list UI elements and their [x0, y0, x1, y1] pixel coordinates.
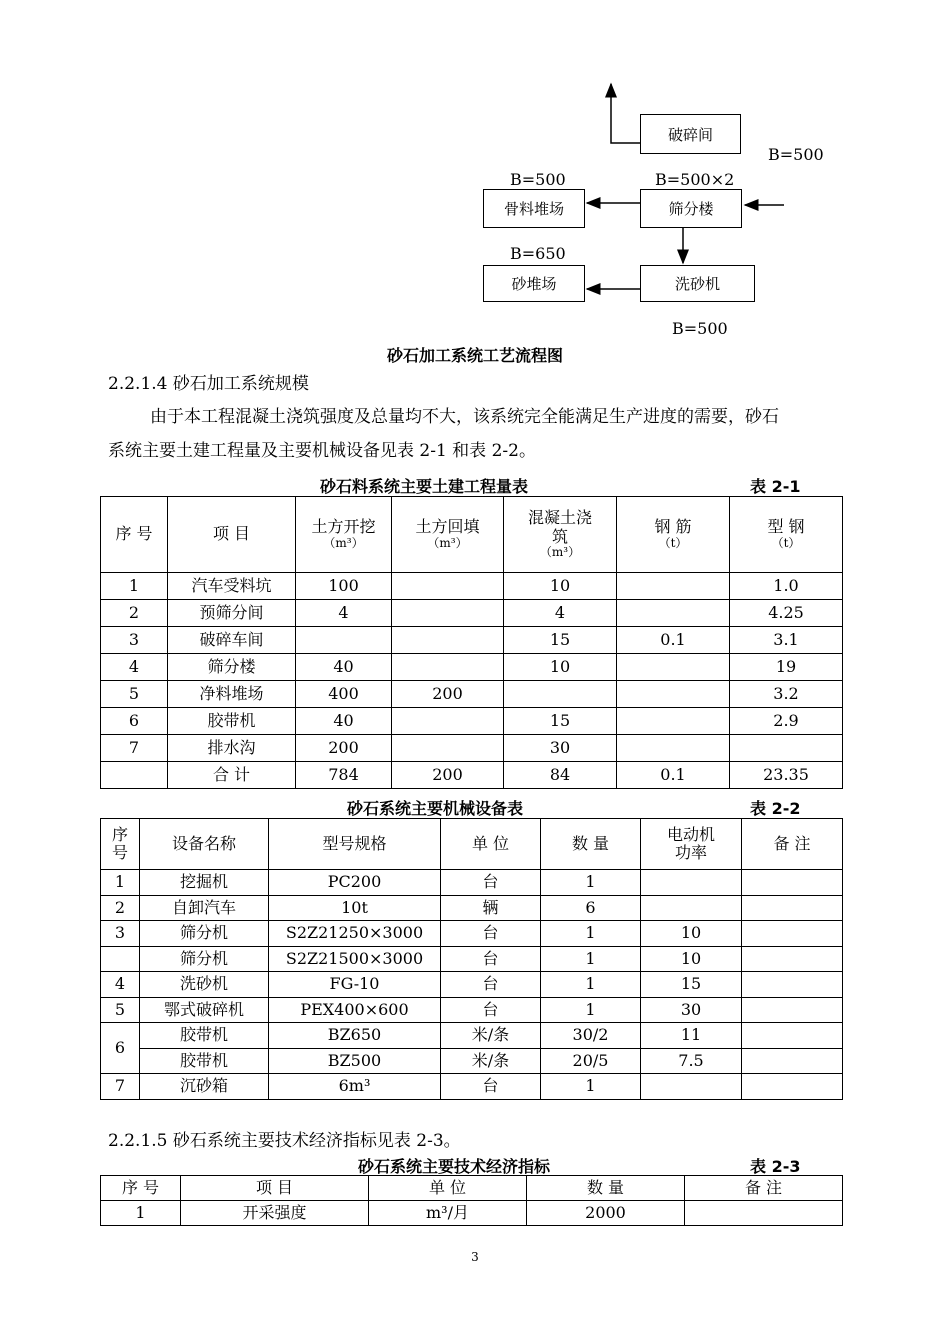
label-b500-top: B=500	[768, 145, 824, 164]
table2-cell: 7	[101, 1074, 140, 1100]
table1-cell	[101, 762, 168, 789]
table2-cell: 15	[641, 972, 742, 998]
table2-cell: 洗砂机	[140, 972, 269, 998]
flow-caption: 砂石加工系统工艺流程图	[386, 346, 563, 365]
table2-cell: 胶带机	[140, 1048, 269, 1074]
th-excavation: 土方开挖 （m³）	[296, 497, 392, 573]
table1-cell: 400	[296, 681, 392, 708]
table1-cell: 10	[504, 573, 617, 600]
table1-cell	[392, 627, 504, 654]
table1-cell	[617, 654, 730, 681]
table3-cell: 2000	[527, 1201, 685, 1226]
table1-cell: 3	[101, 627, 168, 654]
table1-row	[101, 654, 843, 681]
table1-cell	[296, 627, 392, 654]
table1-row	[101, 573, 843, 600]
table2-cell: 胶带机	[140, 1023, 269, 1049]
table1-cell	[617, 681, 730, 708]
table3-cell	[685, 1201, 843, 1226]
table1-cell	[392, 654, 504, 681]
table2-cell: 米/条	[441, 1048, 541, 1074]
node-screening-building: 筛分楼	[640, 189, 742, 228]
table2-cell: FG-10	[269, 972, 441, 998]
table-tech-econ	[100, 1175, 843, 1226]
table3-cell: 开采强度	[181, 1201, 369, 1226]
table2-cell: 1	[541, 997, 641, 1023]
table1-cell: 19	[730, 654, 843, 681]
table1-cell: 200	[392, 762, 504, 789]
table2-cell: 自卸汽车	[140, 895, 269, 921]
label-b650: B=650	[510, 244, 566, 263]
table2-cell: 挖掘机	[140, 870, 269, 896]
table2-cell: S2Z21500×3000	[269, 946, 441, 972]
label-b500x2: B=500×2	[655, 170, 735, 189]
table2-cell: 1	[541, 946, 641, 972]
table2-cell: 7.5	[641, 1048, 742, 1074]
table1-cell: 30	[504, 735, 617, 762]
table2-cell: 台	[441, 870, 541, 896]
table1-cell: 2	[101, 600, 168, 627]
node-aggregate-stockpile: 骨料堆场	[483, 189, 585, 228]
table2-cell: 1	[541, 972, 641, 998]
table1-cell	[504, 681, 617, 708]
table2-cell: 1	[541, 921, 641, 947]
table2-cell: 6m³	[269, 1074, 441, 1100]
th2-unit: 单 位	[441, 819, 541, 870]
table1-cell	[392, 573, 504, 600]
table2-cell: 1	[541, 1074, 641, 1100]
table2-row	[101, 870, 843, 896]
table1-row	[101, 708, 843, 735]
table1-cell: 预筛分间	[168, 600, 296, 627]
table2-cell: PC200	[269, 870, 441, 896]
table2-cell: 台	[441, 1074, 541, 1100]
table1-cell: 200	[392, 681, 504, 708]
table1-cell	[730, 735, 843, 762]
table2-cell: 11	[641, 1023, 742, 1049]
table1-cell	[617, 573, 730, 600]
table1-cell: 6	[101, 708, 168, 735]
table2-row	[101, 997, 843, 1023]
table2-cell	[742, 1023, 843, 1049]
table2-cell	[742, 921, 843, 947]
table2-row	[101, 972, 843, 998]
th2-model: 型号规格	[269, 819, 441, 870]
table2-cell	[742, 997, 843, 1023]
table1-cell: 40	[296, 708, 392, 735]
table2-cell: 20/5	[541, 1048, 641, 1074]
table2-cell	[742, 1074, 843, 1100]
th-rebar: 钢 筋 （t）	[617, 497, 730, 573]
table1-cell: 100	[296, 573, 392, 600]
table2-cell: 筛分机	[140, 946, 269, 972]
table2-cell: 台	[441, 972, 541, 998]
table2-cell: 6	[101, 1023, 140, 1074]
th2-power: 电动机 功率	[641, 819, 742, 870]
table2-cell	[641, 1074, 742, 1100]
th3-unit: 单 位	[369, 1176, 527, 1201]
table1-cell: 排水沟	[168, 735, 296, 762]
table1-cell: 15	[504, 627, 617, 654]
table3-cell: 1	[101, 1201, 181, 1226]
paragraph-line-2: 系统主要土建工程量及主要机械设备见表 2-1 和表 2-2。	[108, 441, 536, 461]
table1-number: 表 2-1	[750, 477, 801, 496]
table2-cell: 3	[101, 921, 140, 947]
th3-note: 备 注	[685, 1176, 843, 1201]
table2-cell: S2Z21250×3000	[269, 921, 441, 947]
section-2215-heading: 2.2.1.5 砂石系统主要技术经济指标见表 2-3。	[108, 1131, 461, 1151]
table2-cell: 5	[101, 997, 140, 1023]
table1-cell: 1.0	[730, 573, 843, 600]
table1-row	[101, 600, 843, 627]
table1-cell: 4	[504, 600, 617, 627]
th3-item: 项 目	[181, 1176, 369, 1201]
table2-cell	[641, 870, 742, 896]
node-sand-yard: 砂堆场	[483, 265, 585, 302]
table-civil-quantities	[100, 496, 843, 789]
th-section-steel: 型 钢 （t）	[730, 497, 843, 573]
table1-cell: 4	[296, 600, 392, 627]
table1-cell	[392, 735, 504, 762]
section-2214-heading: 2.2.1.4 砂石加工系统规模	[108, 374, 309, 394]
table1-cell: 合 计	[168, 762, 296, 789]
table2-cell	[742, 972, 843, 998]
table2-cell	[742, 895, 843, 921]
table2-cell: 6	[541, 895, 641, 921]
arrow-crush-up	[611, 84, 640, 143]
th-item: 项 目	[168, 497, 296, 573]
table1-cell: 23.35	[730, 762, 843, 789]
flow-arrows	[0, 0, 950, 340]
node-crush-room: 破碎间	[640, 114, 741, 154]
table2-cell: BZ650	[269, 1023, 441, 1049]
table1-cell: 1	[101, 573, 168, 600]
table2-cell: 10t	[269, 895, 441, 921]
table2-cell: 台	[441, 921, 541, 947]
table1-cell: 15	[504, 708, 617, 735]
table2-cell: 沉砂箱	[140, 1074, 269, 1100]
table1-cell: 破碎车间	[168, 627, 296, 654]
table3-number: 表 2-3	[750, 1157, 801, 1176]
th-concrete: 混凝土浇 筑 （m³）	[504, 497, 617, 573]
table2-cell	[742, 870, 843, 896]
table1-cell: 胶带机	[168, 708, 296, 735]
table1-cell: 3.1	[730, 627, 843, 654]
node-sand-washer: 洗砂机	[640, 265, 755, 302]
table2-row	[101, 895, 843, 921]
table1-cell: 汽车受料坑	[168, 573, 296, 600]
table1-cell: 筛分楼	[168, 654, 296, 681]
table1-row	[101, 681, 843, 708]
table2-cell: 鄂式破碎机	[140, 997, 269, 1023]
table1-cell: 40	[296, 654, 392, 681]
table1-cell: 净料堆场	[168, 681, 296, 708]
table2-cell	[742, 1048, 843, 1074]
table1-cell	[392, 708, 504, 735]
table2-cell: 台	[441, 946, 541, 972]
th2-qty: 数 量	[541, 819, 641, 870]
table3-cell: m³/月	[369, 1201, 527, 1226]
table1-cell: 7	[101, 735, 168, 762]
paragraph-line-1: 由于本工程混凝土浇筑强度及总量均不大，该系统完全能满足生产进度的需要，砂石	[150, 407, 779, 427]
th3-qty: 数 量	[527, 1176, 685, 1201]
table2-row	[101, 946, 843, 972]
table2-cell: 米/条	[441, 1023, 541, 1049]
table2-row	[101, 921, 843, 947]
table2-cell: 10	[641, 921, 742, 947]
table1-row	[101, 762, 843, 789]
page-number: 3	[471, 1250, 479, 1264]
table2-cell: 2	[101, 895, 140, 921]
table2-cell	[742, 946, 843, 972]
table2-row	[101, 1048, 843, 1074]
table1-cell: 10	[504, 654, 617, 681]
table2-cell: 辆	[441, 895, 541, 921]
table2-cell: BZ500	[269, 1048, 441, 1074]
label-b500-left: B=500	[510, 170, 566, 189]
table2-title: 砂石系统主要机械设备表	[347, 799, 524, 818]
th2-note: 备 注	[742, 819, 843, 870]
table2-cell: 筛分机	[140, 921, 269, 947]
th2-seq: 序 号	[101, 819, 140, 870]
table2-cell: 台	[441, 997, 541, 1023]
table2-row	[101, 1074, 843, 1100]
table2-row	[101, 1023, 843, 1049]
label-b500-bottom: B=500	[672, 319, 728, 338]
table1-cell: 784	[296, 762, 392, 789]
table1-title: 砂石料系统主要土建工程量表	[320, 477, 529, 496]
table1-cell	[617, 600, 730, 627]
table2-cell	[641, 895, 742, 921]
table1-cell: 4.25	[730, 600, 843, 627]
table2-cell: 1	[101, 870, 140, 896]
table1-cell: 0.1	[617, 627, 730, 654]
table1-cell	[617, 708, 730, 735]
table1-cell: 0.1	[617, 762, 730, 789]
table1-row	[101, 735, 843, 762]
table2-cell: 1	[541, 870, 641, 896]
table1-cell	[392, 600, 504, 627]
th-seq: 序 号	[101, 497, 168, 573]
table1-row	[101, 627, 843, 654]
table2-cell: 30	[641, 997, 742, 1023]
table2-number: 表 2-2	[750, 799, 801, 818]
table1-cell: 200	[296, 735, 392, 762]
table2-cell: PEX400×600	[269, 997, 441, 1023]
table2-cell: 30/2	[541, 1023, 641, 1049]
table1-cell: 5	[101, 681, 168, 708]
th-backfill: 土方回填 （m³）	[392, 497, 504, 573]
table3-title: 砂石系统主要技术经济指标	[358, 1157, 551, 1176]
table3-row	[101, 1201, 843, 1226]
th2-name: 设备名称	[140, 819, 269, 870]
table2-cell	[101, 946, 140, 972]
th3-seq: 序 号	[101, 1176, 181, 1201]
table2-cell: 4	[101, 972, 140, 998]
table1-cell: 84	[504, 762, 617, 789]
table2-cell: 10	[641, 946, 742, 972]
table-equipment	[100, 818, 843, 1100]
table1-cell: 4	[101, 654, 168, 681]
table1-cell: 2.9	[730, 708, 843, 735]
table1-cell: 3.2	[730, 681, 843, 708]
table1-cell	[617, 735, 730, 762]
